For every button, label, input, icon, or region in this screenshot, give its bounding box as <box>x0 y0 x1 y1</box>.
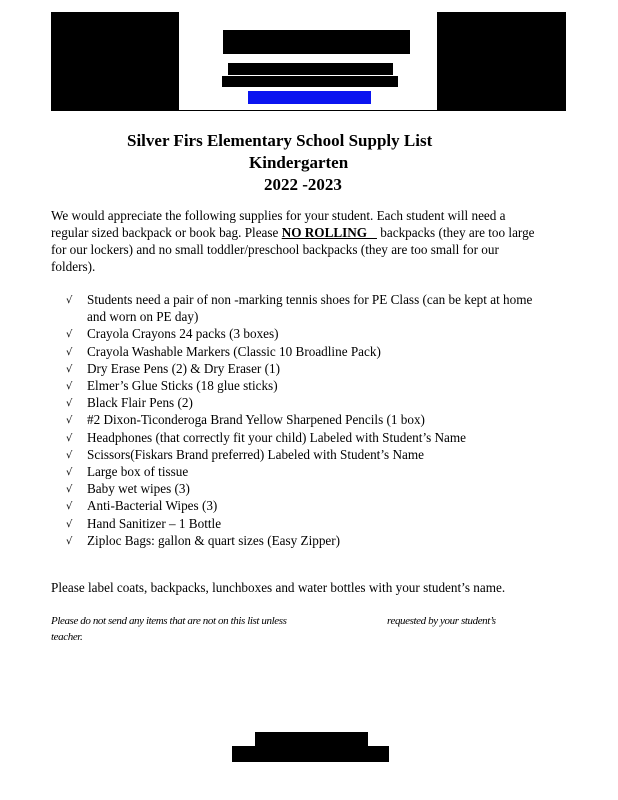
list-item <box>66 446 586 463</box>
supply-item-text: Crayola Washable Markers (Classic 10 Broadline Pack) <box>87 343 381 359</box>
website-link-redacted[interactable] <box>248 91 371 104</box>
header-rule <box>51 110 566 111</box>
supply-item-text: Black Flair Pens (2) <box>87 395 193 411</box>
left-logo-redacted <box>51 12 179 110</box>
supply-item-text: Baby wet wipes (3) <box>87 481 190 497</box>
checkmark-icon: √ <box>66 484 73 496</box>
label-instructions: Please label coats, backpacks, lunchboxes and water bottles with your student’s name. <box>51 580 506 595</box>
school-name-redacted <box>223 30 410 54</box>
grade-title: Kindergarten <box>249 153 349 172</box>
checkmark-icon: √ <box>66 381 73 393</box>
list-item <box>66 343 586 360</box>
list-item <box>66 463 586 480</box>
checkmark-icon: √ <box>66 398 73 410</box>
intro-text-before-emphasis: regular sized backpack or book bag. Please <box>51 225 282 240</box>
supply-item-text: Headphones (that correctly fit your child) Labeled with Student’s Name <box>87 429 467 445</box>
page-title: Silver Firs Elementary School Supply List <box>127 131 433 150</box>
supply-item-text: Large box of tissue <box>87 464 189 480</box>
list-item <box>66 515 586 532</box>
supply-list <box>66 291 586 549</box>
intro-line-4: folders). <box>51 259 96 274</box>
address-line-2-redacted <box>222 76 398 87</box>
list-item <box>66 394 586 411</box>
list-item <box>66 291 586 325</box>
list-item <box>66 411 586 428</box>
checkmark-icon: √ <box>66 449 73 461</box>
footer-redacted-bottom <box>232 746 389 762</box>
list-item <box>66 377 586 394</box>
checkmark-icon: √ <box>66 363 73 375</box>
checkmark-icon: √ <box>66 415 73 427</box>
address-line-1-redacted <box>228 63 393 75</box>
checkmark-icon: √ <box>66 518 73 530</box>
list-item <box>66 532 586 549</box>
checkmark-icon: √ <box>66 432 73 444</box>
checkmark-icon: √ <box>66 535 73 547</box>
list-item <box>66 325 586 342</box>
footnote-part-c: teacher. <box>51 631 83 643</box>
checkmark-icon: √ <box>66 467 73 479</box>
supply-item-text: Hand Sanitizer – 1 Bottle <box>87 515 222 531</box>
supply-item-text: Scissors(Fiskars Brand preferred) Labeled with Student’s Name <box>87 446 424 462</box>
no-rolling-emphasis: NO ROLLING <box>281 225 377 240</box>
list-item <box>66 429 586 446</box>
footnote-part-a: Please do not send any items that are not on this list unless <box>51 615 287 627</box>
intro-text-after-emphasis: backpacks (they are too large <box>376 225 535 240</box>
list-item <box>66 480 586 497</box>
checkmark-icon: √ <box>66 329 73 341</box>
supply-item-text: Students need a pair of non -marking tennis shoes for PE Class (can be kept at home <box>87 292 533 307</box>
intro-line-2 <box>51 224 571 241</box>
supply-item-text: Elmer’s Glue Sticks (18 glue sticks) <box>87 378 278 394</box>
list-item <box>66 360 586 377</box>
supply-item-text: #2 Dixon-Ticonderoga Brand Yellow Sharpened Pencils (1 box) <box>87 412 425 428</box>
school-year: 2022 -2023 <box>264 175 342 194</box>
supply-item-text: Dry Erase Pens (2) & Dry Eraser (1) <box>87 360 280 376</box>
supply-item-text: Crayola Crayons 24 packs (3 boxes) <box>87 326 279 342</box>
supply-item-text-continued: and worn on PE day) <box>87 309 199 325</box>
supply-item-text: Anti-Bacterial Wipes (3) <box>87 498 218 514</box>
right-logo-redacted <box>437 12 566 110</box>
intro-line-3: for our lockers) and no small toddler/preschool backpacks (they are too small for our <box>51 242 499 257</box>
footer-redacted-top <box>255 732 368 746</box>
footnote-part-b: requested by your student’s <box>387 615 496 627</box>
intro-line-1: We would appreciate the following supplies for your student. Each student will need a <box>51 208 506 223</box>
list-item <box>66 497 586 514</box>
supply-item-text: Ziploc Bags: gallon & quart sizes (Easy Zipper) <box>87 532 341 548</box>
checkmark-icon: √ <box>66 295 73 306</box>
intro-paragraph <box>51 207 571 275</box>
checkmark-icon: √ <box>66 501 73 513</box>
checkmark-icon: √ <box>66 346 73 358</box>
